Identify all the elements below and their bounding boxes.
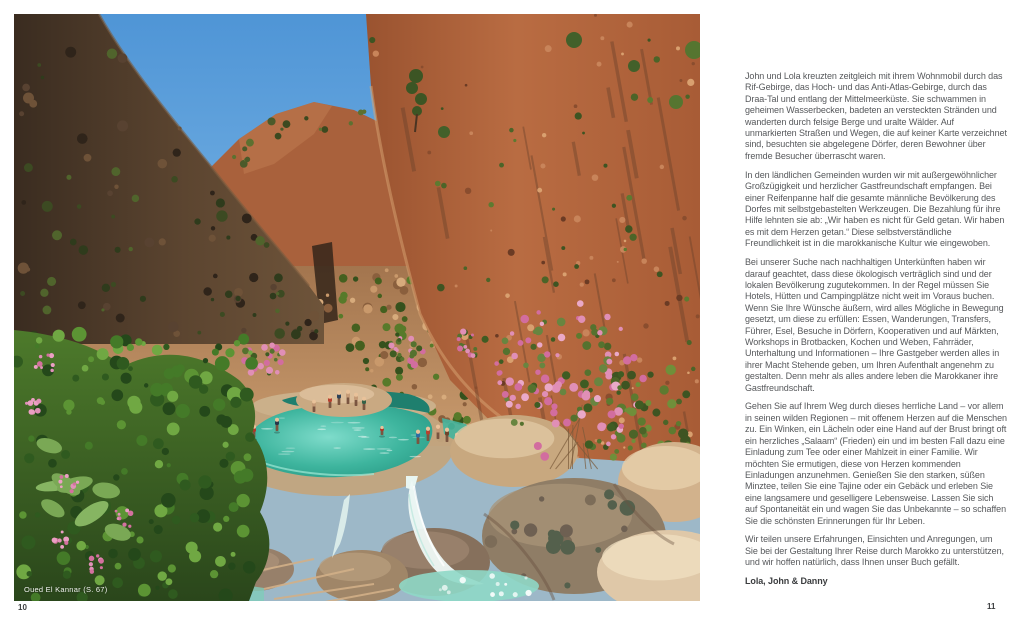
bather-figure <box>312 400 316 412</box>
body-paragraph: Wir teilen unsere Erfahrungen, Einsichten und Anregungen, um Sie bei der Gestaltung Ihrer Reise durch Marokko zu unterstützen, und wir hoffen natürlich, dass Ihnen unser Buch gefällt. <box>745 534 1004 568</box>
paragraph-list <box>745 71 1007 569</box>
photo-oued-el-kannar <box>14 14 700 601</box>
photo-svg <box>14 14 700 601</box>
signature: Lola, John & Danny <box>745 576 828 587</box>
photo-caption: Oued El Kannar (S. 67) <box>24 585 108 594</box>
page-number-left: 10 <box>18 603 27 612</box>
intro-text-column <box>745 71 1007 595</box>
bather-figure <box>354 393 358 406</box>
body-paragraph: Bei unserer Suche nach nachhaltigen Unterkünften haben wir darauf geachtet, dass diese ökologisch verträglich sind und der lokalen Bevölkerung zugutekommen. In der Regel müssen Sie Hotels, Hütten und Campingplätze nicht weit im Voraus buchen. Wenn Sie Ihre Wünsche äußern, wird alles Mögliche in Bewegung gesetzt, um diese zu erfüllen: Essen, Wanderungen, Transfers, Führer, Esel, Besuche in Dörfern, Kooperativen und auf Märkten, Workshops in Brotbacken, Kochen und Weben, Fahrräder, Unterhaltung und Informationen – Ihre Gastgeber werden alles in ihrer Macht Stehende geben, um Ihren Aufenthalt angenehm zu gestalten. Denn mehr als alles andere leben die Marokkaner ihre Gastfreundschaft. <box>745 257 1004 393</box>
bather-figure <box>362 397 366 410</box>
bather-figure <box>328 395 332 408</box>
page-number-right: 11 <box>987 602 996 611</box>
body-paragraph: Gehen Sie auf Ihrem Weg durch dieses herrliche Land – vor allem in seinen wilden Regionen – mit offenem Herzen auf die Menschen zu. Ein Winken, ein Lächeln oder eine Hand auf der Brust bringt oft ein herzliches „Salaam“ (Frieden) ein und im besten Fall dazu eine Einladung zum Tee oder einer Mahlzeit in einer Familie. Wir möchten Sie ermutigen, diese von Herzen kommenden Einladungen anzunehmen. Genießen Sie den starken, süßen Minztee, teilen Sie eine Tajine oder ein Gebäck und erleben Sie eine langsamere und geselligere Lebensweise. Lassen Sie sich auf Spontaneität ein und wagen Sie das Unbekannte – so schaffen Sie die schönsten Erinnerungen für Ihr Leben. <box>745 401 1007 526</box>
body-paragraph: In den ländlichen Gemeinden wurden wir mit außergewöhnlicher Großzügigkeit und herzlicher Gastfreundschaft empfangen. Bei einer Reifenpanne half die gesamte männliche Bevölkerung des Dorfes mit selbstgebastelten Werkzeugen. Die Bezahlung für ihre Hilfe lehnten sie ab: „Wir haben es nicht für Geld getan. Wir haben es mit dem Herzen getan.“ Diese selbstverständliche Freundlichkeit ist in die marokkanische Kultur wie eingewoben. <box>745 169 1005 249</box>
body-paragraph: John und Lola kreuzten zeitgleich mit ihrem Wohnmobil durch das Rif-Gebirge, das Hoch- und das Anti-Atlas-Gebirge, durch das Draa-Tal und entlang der Mittelmeerküste. Sie schwammen in geheimen Wasserbecken, badeten an versteckten Stränden und wanderten durch felsige Berge und uralte Wälder. Auf unmarkierten Straßen und Wegen, die auf keiner Karte verzeichnet sind, besuchten sie abgelegene Dörfer, deren Bewohner über fremde Besucher überrascht waren. <box>745 71 1007 161</box>
